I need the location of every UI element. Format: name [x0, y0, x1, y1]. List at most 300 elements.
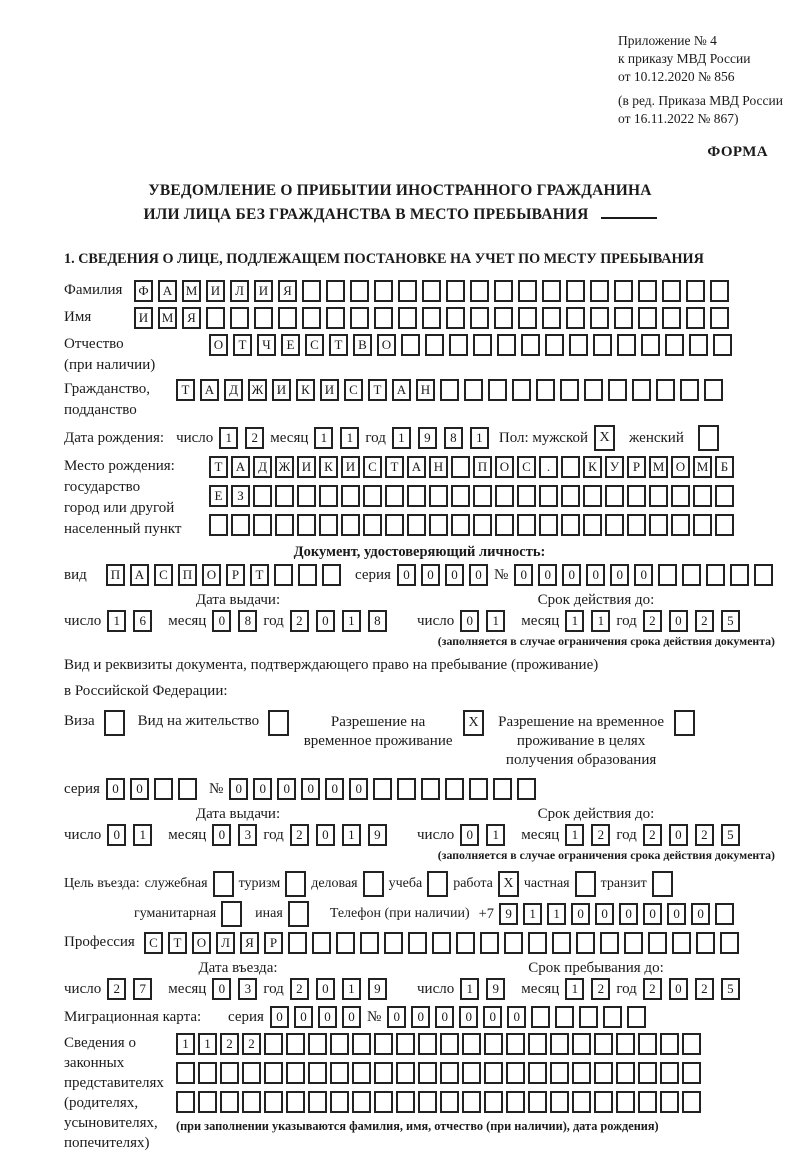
- char-cell[interactable]: [422, 280, 441, 302]
- char-cell[interactable]: 2: [695, 824, 714, 846]
- char-cell[interactable]: 2: [695, 610, 714, 632]
- char-cell[interactable]: А: [392, 379, 411, 401]
- char-cell[interactable]: [480, 932, 499, 954]
- char-cell[interactable]: 0: [562, 564, 581, 586]
- char-cell[interactable]: [531, 1006, 550, 1028]
- char-cell[interactable]: 1: [342, 610, 361, 632]
- char-cell[interactable]: [605, 514, 624, 536]
- char-cell[interactable]: [569, 334, 588, 356]
- char-cell[interactable]: [341, 485, 360, 507]
- char-cell[interactable]: 0: [318, 1006, 337, 1028]
- char-cell[interactable]: [495, 514, 514, 536]
- char-cell[interactable]: [302, 280, 321, 302]
- char-cell[interactable]: [350, 307, 369, 329]
- char-cell[interactable]: [242, 1062, 261, 1084]
- char-cell[interactable]: Л: [216, 932, 235, 954]
- char-cell[interactable]: Т: [368, 379, 387, 401]
- char-cell[interactable]: [407, 485, 426, 507]
- char-cell[interactable]: 0: [538, 564, 557, 586]
- char-cell[interactable]: [682, 1033, 701, 1055]
- char-cell[interactable]: [341, 514, 360, 536]
- char-cell[interactable]: 1: [470, 427, 489, 449]
- char-cell[interactable]: [253, 514, 272, 536]
- char-cell[interactable]: [319, 514, 338, 536]
- char-cell[interactable]: 1: [342, 978, 361, 1000]
- char-cell[interactable]: [104, 710, 125, 736]
- char-cell[interactable]: [253, 485, 272, 507]
- char-cell[interactable]: И: [254, 280, 273, 302]
- char-cell[interactable]: [374, 1033, 393, 1055]
- char-cell[interactable]: 9: [418, 427, 437, 449]
- char-cell[interactable]: 5: [721, 978, 740, 1000]
- char-cell[interactable]: [552, 932, 571, 954]
- char-cell[interactable]: [616, 1033, 635, 1055]
- char-cell[interactable]: [614, 307, 633, 329]
- char-cell[interactable]: [706, 564, 725, 586]
- char-cell[interactable]: [206, 307, 225, 329]
- char-cell[interactable]: [528, 1091, 547, 1113]
- char-cell[interactable]: 8: [444, 427, 463, 449]
- char-cell[interactable]: 0: [316, 978, 335, 1000]
- char-cell[interactable]: [550, 1062, 569, 1084]
- char-cell[interactable]: [440, 1062, 459, 1084]
- char-cell[interactable]: [242, 1091, 261, 1113]
- char-cell[interactable]: [566, 307, 585, 329]
- char-cell[interactable]: [674, 710, 695, 736]
- char-cell[interactable]: 5: [721, 610, 740, 632]
- char-cell[interactable]: [493, 778, 512, 800]
- char-cell[interactable]: Т: [250, 564, 269, 586]
- char-cell[interactable]: [385, 514, 404, 536]
- char-cell[interactable]: [352, 1091, 371, 1113]
- char-cell[interactable]: [288, 901, 309, 927]
- char-cell[interactable]: Б: [715, 456, 734, 478]
- char-cell[interactable]: 0: [253, 778, 272, 800]
- char-cell[interactable]: 9: [368, 978, 387, 1000]
- char-cell[interactable]: [396, 1033, 415, 1055]
- char-cell[interactable]: 1: [460, 978, 479, 1000]
- char-cell[interactable]: [421, 778, 440, 800]
- char-cell[interactable]: [682, 1062, 701, 1084]
- char-cell[interactable]: [451, 456, 470, 478]
- char-cell[interactable]: [662, 280, 681, 302]
- char-cell[interactable]: [350, 280, 369, 302]
- char-cell[interactable]: [517, 514, 536, 536]
- char-cell[interactable]: [627, 514, 646, 536]
- char-cell[interactable]: [330, 1062, 349, 1084]
- char-cell[interactable]: [649, 485, 668, 507]
- char-cell[interactable]: [440, 379, 459, 401]
- char-cell[interactable]: [671, 514, 690, 536]
- char-cell[interactable]: [231, 514, 250, 536]
- char-cell[interactable]: [627, 1006, 646, 1028]
- char-cell[interactable]: И: [134, 307, 153, 329]
- char-cell[interactable]: А: [200, 379, 219, 401]
- char-cell[interactable]: А: [158, 280, 177, 302]
- char-cell[interactable]: 9: [486, 978, 505, 1000]
- char-cell[interactable]: [698, 425, 719, 451]
- char-cell[interactable]: [286, 1033, 305, 1055]
- char-cell[interactable]: [398, 280, 417, 302]
- char-cell[interactable]: О: [192, 932, 211, 954]
- char-cell[interactable]: [220, 1091, 239, 1113]
- char-cell[interactable]: 1: [219, 427, 238, 449]
- char-cell[interactable]: [432, 932, 451, 954]
- char-cell[interactable]: [560, 379, 579, 401]
- char-cell[interactable]: [605, 485, 624, 507]
- char-cell[interactable]: [594, 1091, 613, 1113]
- char-cell[interactable]: [462, 1062, 481, 1084]
- char-cell[interactable]: [286, 1062, 305, 1084]
- char-cell[interactable]: 2: [220, 1033, 239, 1055]
- char-cell[interactable]: С: [344, 379, 363, 401]
- char-cell[interactable]: Ч: [257, 334, 276, 356]
- char-cell[interactable]: 0: [460, 610, 479, 632]
- char-cell[interactable]: [528, 1033, 547, 1055]
- char-cell[interactable]: 2: [591, 824, 610, 846]
- char-cell[interactable]: 1: [486, 610, 505, 632]
- char-cell[interactable]: [649, 514, 668, 536]
- char-cell[interactable]: [209, 514, 228, 536]
- char-cell[interactable]: М: [182, 280, 201, 302]
- char-cell[interactable]: Р: [627, 456, 646, 478]
- char-cell[interactable]: [408, 932, 427, 954]
- char-cell[interactable]: [662, 307, 681, 329]
- char-cell[interactable]: [600, 932, 619, 954]
- char-cell[interactable]: 0: [411, 1006, 430, 1028]
- char-cell[interactable]: И: [320, 379, 339, 401]
- char-cell[interactable]: [648, 932, 667, 954]
- char-cell[interactable]: 0: [460, 824, 479, 846]
- char-cell[interactable]: 5: [721, 824, 740, 846]
- char-cell[interactable]: Т: [176, 379, 195, 401]
- char-cell[interactable]: [326, 280, 345, 302]
- char-cell[interactable]: [462, 1033, 481, 1055]
- char-cell[interactable]: [504, 932, 523, 954]
- char-cell[interactable]: [322, 564, 341, 586]
- char-cell[interactable]: Е: [209, 485, 228, 507]
- char-cell[interactable]: 0: [212, 978, 231, 1000]
- char-cell[interactable]: [545, 334, 564, 356]
- char-cell[interactable]: [682, 1091, 701, 1113]
- char-cell[interactable]: [590, 307, 609, 329]
- char-cell[interactable]: 1: [176, 1033, 195, 1055]
- char-cell[interactable]: [429, 514, 448, 536]
- char-cell[interactable]: [594, 1033, 613, 1055]
- char-cell[interactable]: И: [341, 456, 360, 478]
- char-cell[interactable]: [401, 334, 420, 356]
- char-cell[interactable]: [312, 932, 331, 954]
- char-cell[interactable]: [464, 379, 483, 401]
- char-cell[interactable]: О: [202, 564, 221, 586]
- char-cell[interactable]: [672, 932, 691, 954]
- char-cell[interactable]: 1: [565, 978, 584, 1000]
- char-cell[interactable]: 0: [691, 903, 710, 925]
- char-cell[interactable]: 0: [669, 978, 688, 1000]
- char-cell[interactable]: [363, 514, 382, 536]
- char-cell[interactable]: [363, 871, 384, 897]
- char-cell[interactable]: И: [297, 456, 316, 478]
- char-cell[interactable]: [374, 1062, 393, 1084]
- char-cell[interactable]: [696, 932, 715, 954]
- char-cell[interactable]: [686, 280, 705, 302]
- char-cell[interactable]: 2: [290, 824, 309, 846]
- char-cell[interactable]: [555, 1006, 574, 1028]
- char-cell[interactable]: 1: [340, 427, 359, 449]
- char-cell[interactable]: [484, 1091, 503, 1113]
- char-cell[interactable]: [470, 307, 489, 329]
- char-cell[interactable]: О: [209, 334, 228, 356]
- char-cell[interactable]: [593, 334, 612, 356]
- char-cell[interactable]: [427, 871, 448, 897]
- char-cell[interactable]: 0: [294, 1006, 313, 1028]
- char-cell[interactable]: 1: [314, 427, 333, 449]
- char-cell[interactable]: [660, 1062, 679, 1084]
- char-cell[interactable]: 8: [368, 610, 387, 632]
- char-cell[interactable]: [494, 307, 513, 329]
- char-cell[interactable]: 0: [669, 824, 688, 846]
- char-cell[interactable]: О: [377, 334, 396, 356]
- char-cell[interactable]: [360, 932, 379, 954]
- char-cell[interactable]: [473, 514, 492, 536]
- char-cell[interactable]: [397, 778, 416, 800]
- char-cell[interactable]: М: [649, 456, 668, 478]
- char-cell[interactable]: [352, 1033, 371, 1055]
- char-cell[interactable]: 7: [133, 978, 152, 1000]
- char-cell[interactable]: [720, 932, 739, 954]
- char-cell[interactable]: [449, 334, 468, 356]
- char-cell[interactable]: 2: [290, 610, 309, 632]
- char-cell[interactable]: [352, 1062, 371, 1084]
- char-cell[interactable]: 0: [669, 610, 688, 632]
- char-cell[interactable]: 0: [421, 564, 440, 586]
- char-cell[interactable]: К: [583, 456, 602, 478]
- char-cell[interactable]: Т: [209, 456, 228, 478]
- char-cell[interactable]: Т: [329, 334, 348, 356]
- char-cell[interactable]: [710, 280, 729, 302]
- char-cell[interactable]: [484, 1062, 503, 1084]
- char-cell[interactable]: С: [517, 456, 536, 478]
- char-cell[interactable]: 9: [499, 903, 518, 925]
- char-cell[interactable]: [198, 1091, 217, 1113]
- char-cell[interactable]: 2: [643, 610, 662, 632]
- char-cell[interactable]: 0: [107, 824, 126, 846]
- char-cell[interactable]: 1: [591, 610, 610, 632]
- char-cell[interactable]: 2: [695, 978, 714, 1000]
- char-cell[interactable]: 1: [392, 427, 411, 449]
- char-cell[interactable]: [754, 564, 773, 586]
- char-cell[interactable]: Я: [278, 280, 297, 302]
- char-cell[interactable]: [713, 334, 732, 356]
- char-cell[interactable]: [680, 379, 699, 401]
- char-cell[interactable]: [396, 1091, 415, 1113]
- char-cell[interactable]: [715, 485, 734, 507]
- char-cell[interactable]: А: [407, 456, 426, 478]
- char-cell[interactable]: 0: [229, 778, 248, 800]
- char-cell[interactable]: [213, 871, 234, 897]
- char-cell[interactable]: [539, 485, 558, 507]
- char-cell[interactable]: [638, 1091, 657, 1113]
- char-cell[interactable]: 0: [514, 564, 533, 586]
- char-cell[interactable]: 1: [565, 610, 584, 632]
- char-cell[interactable]: [286, 1091, 305, 1113]
- char-cell[interactable]: [616, 1091, 635, 1113]
- char-cell[interactable]: [658, 564, 677, 586]
- char-cell[interactable]: [583, 514, 602, 536]
- char-cell[interactable]: [384, 932, 403, 954]
- char-cell[interactable]: [418, 1091, 437, 1113]
- char-cell[interactable]: [693, 514, 712, 536]
- char-cell[interactable]: [319, 485, 338, 507]
- char-cell[interactable]: [506, 1062, 525, 1084]
- char-cell[interactable]: [336, 932, 355, 954]
- char-cell[interactable]: 2: [107, 978, 126, 1000]
- char-cell[interactable]: [512, 379, 531, 401]
- char-cell[interactable]: [446, 307, 465, 329]
- char-cell[interactable]: 0: [316, 610, 335, 632]
- char-cell[interactable]: [288, 932, 307, 954]
- char-cell[interactable]: [603, 1006, 622, 1028]
- char-cell[interactable]: С: [305, 334, 324, 356]
- char-cell[interactable]: Ф: [134, 280, 153, 302]
- char-cell[interactable]: Ж: [275, 456, 294, 478]
- char-cell[interactable]: 1: [486, 824, 505, 846]
- char-cell[interactable]: [665, 334, 684, 356]
- char-cell[interactable]: [542, 280, 561, 302]
- title-blank-underline[interactable]: [601, 217, 657, 219]
- char-cell[interactable]: 1: [565, 824, 584, 846]
- char-cell[interactable]: Л: [230, 280, 249, 302]
- char-cell[interactable]: 0: [387, 1006, 406, 1028]
- char-cell[interactable]: [660, 1033, 679, 1055]
- char-cell[interactable]: [440, 1033, 459, 1055]
- char-cell[interactable]: [566, 280, 585, 302]
- char-cell[interactable]: 0: [301, 778, 320, 800]
- char-cell[interactable]: Д: [224, 379, 243, 401]
- char-cell[interactable]: [178, 778, 197, 800]
- char-cell[interactable]: М: [693, 456, 712, 478]
- char-cell[interactable]: [641, 334, 660, 356]
- char-cell[interactable]: [686, 307, 705, 329]
- char-cell[interactable]: 2: [643, 824, 662, 846]
- char-cell[interactable]: [254, 307, 273, 329]
- char-cell[interactable]: [627, 485, 646, 507]
- char-cell[interactable]: Д: [253, 456, 272, 478]
- char-cell[interactable]: Т: [168, 932, 187, 954]
- char-cell[interactable]: [308, 1091, 327, 1113]
- char-cell[interactable]: Р: [264, 932, 283, 954]
- char-cell[interactable]: Е: [281, 334, 300, 356]
- char-cell[interactable]: К: [296, 379, 315, 401]
- char-cell[interactable]: [297, 514, 316, 536]
- char-cell[interactable]: 0: [325, 778, 344, 800]
- char-cell[interactable]: .: [539, 456, 558, 478]
- char-cell[interactable]: [682, 564, 701, 586]
- char-cell[interactable]: С: [144, 932, 163, 954]
- char-cell[interactable]: [528, 1062, 547, 1084]
- char-cell[interactable]: [275, 485, 294, 507]
- char-cell[interactable]: Т: [385, 456, 404, 478]
- char-cell[interactable]: [418, 1033, 437, 1055]
- char-cell[interactable]: [473, 485, 492, 507]
- char-cell[interactable]: [330, 1091, 349, 1113]
- char-cell[interactable]: [671, 485, 690, 507]
- char-cell[interactable]: 0: [212, 824, 231, 846]
- char-cell[interactable]: [550, 1033, 569, 1055]
- char-cell[interactable]: [594, 1062, 613, 1084]
- char-cell[interactable]: [624, 932, 643, 954]
- char-cell[interactable]: [469, 778, 488, 800]
- char-cell[interactable]: [521, 334, 540, 356]
- char-cell[interactable]: П: [473, 456, 492, 478]
- char-cell[interactable]: [656, 379, 675, 401]
- char-cell[interactable]: [264, 1062, 283, 1084]
- char-cell[interactable]: [264, 1033, 283, 1055]
- char-cell[interactable]: 0: [667, 903, 686, 925]
- char-cell[interactable]: 1: [547, 903, 566, 925]
- char-cell[interactable]: [616, 1062, 635, 1084]
- char-cell[interactable]: Т: [233, 334, 252, 356]
- char-cell[interactable]: [198, 1062, 217, 1084]
- char-cell[interactable]: [536, 379, 555, 401]
- char-cell[interactable]: 0: [445, 564, 464, 586]
- char-cell[interactable]: [268, 710, 289, 736]
- char-cell[interactable]: [418, 1062, 437, 1084]
- char-cell[interactable]: [470, 280, 489, 302]
- char-cell[interactable]: 0: [586, 564, 605, 586]
- char-cell[interactable]: 0: [106, 778, 125, 800]
- char-cell[interactable]: [608, 379, 627, 401]
- char-cell[interactable]: [660, 1091, 679, 1113]
- char-cell[interactable]: 2: [591, 978, 610, 1000]
- char-cell[interactable]: 0: [619, 903, 638, 925]
- char-cell[interactable]: З: [231, 485, 250, 507]
- char-cell[interactable]: [638, 307, 657, 329]
- char-cell[interactable]: [614, 280, 633, 302]
- char-cell[interactable]: [550, 1091, 569, 1113]
- char-cell[interactable]: 0: [595, 903, 614, 925]
- char-cell[interactable]: Р: [226, 564, 245, 586]
- char-cell[interactable]: [572, 1033, 591, 1055]
- char-cell[interactable]: И: [272, 379, 291, 401]
- char-cell[interactable]: [373, 778, 392, 800]
- char-cell[interactable]: В: [353, 334, 372, 356]
- char-cell[interactable]: [518, 280, 537, 302]
- char-cell[interactable]: [494, 280, 513, 302]
- char-cell[interactable]: [572, 1062, 591, 1084]
- char-cell[interactable]: X: [498, 871, 519, 897]
- char-cell[interactable]: [730, 564, 749, 586]
- char-cell[interactable]: [422, 307, 441, 329]
- char-cell[interactable]: [274, 564, 293, 586]
- char-cell[interactable]: [230, 307, 249, 329]
- char-cell[interactable]: [583, 485, 602, 507]
- char-cell[interactable]: [425, 334, 444, 356]
- char-cell[interactable]: А: [130, 564, 149, 586]
- char-cell[interactable]: 0: [277, 778, 296, 800]
- char-cell[interactable]: [652, 871, 673, 897]
- char-cell[interactable]: [326, 307, 345, 329]
- char-cell[interactable]: [584, 379, 603, 401]
- char-cell[interactable]: 6: [133, 610, 152, 632]
- char-cell[interactable]: [579, 1006, 598, 1028]
- char-cell[interactable]: [385, 485, 404, 507]
- char-cell[interactable]: [407, 514, 426, 536]
- char-cell[interactable]: У: [605, 456, 624, 478]
- char-cell[interactable]: 2: [245, 427, 264, 449]
- char-cell[interactable]: [176, 1062, 195, 1084]
- char-cell[interactable]: [445, 778, 464, 800]
